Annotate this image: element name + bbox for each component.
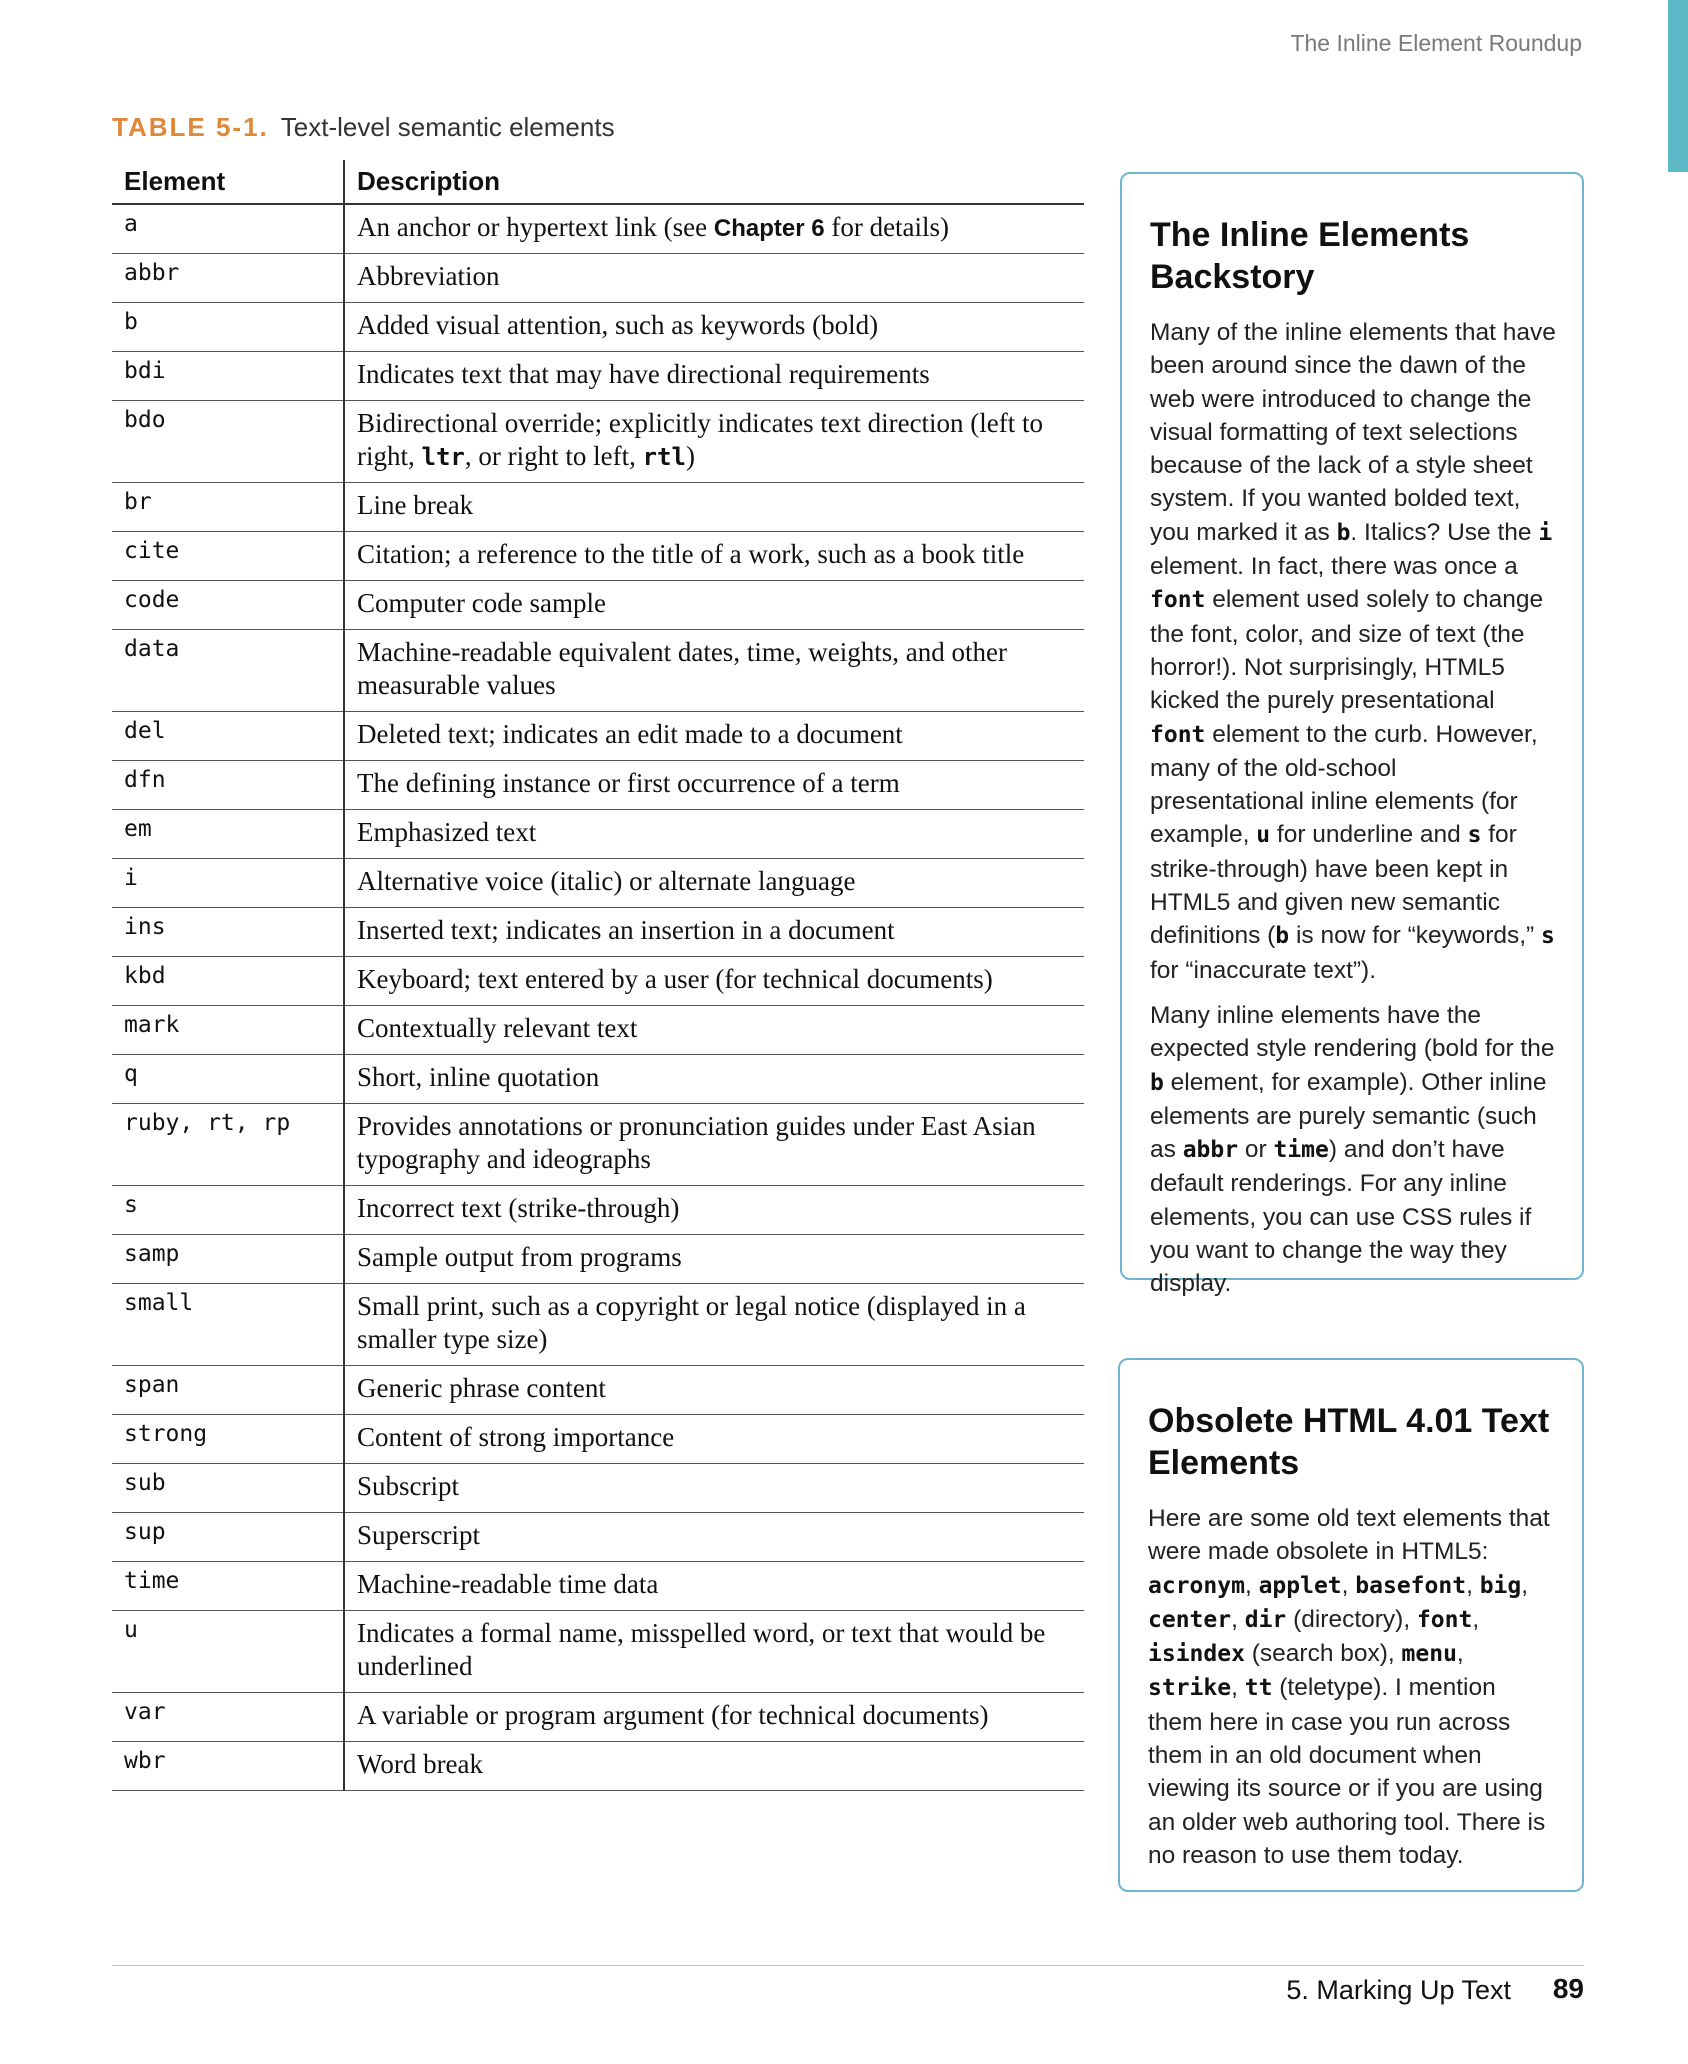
text-run: The defining instance or first occurrence of a term: [357, 768, 900, 798]
element-name-cell: span: [112, 1366, 344, 1415]
sidebar-paragraph: [1150, 999, 1556, 1301]
inline-code: font: [1416, 1606, 1473, 1633]
element-name-cell: ins: [112, 908, 344, 957]
element-description-cell: [344, 1742, 1084, 1791]
element-name-cell: q: [112, 1055, 344, 1104]
element-name-cell: abbr: [112, 254, 344, 303]
table-row: [112, 1611, 1084, 1693]
table-header-row: [112, 160, 1084, 204]
text-run: element to the curb. However, many of the old-school presentational inline elements (for example,: [1150, 720, 1538, 849]
element-name-cell: s: [112, 1186, 344, 1235]
element-description-cell: [344, 1284, 1084, 1366]
element-name-cell: time: [112, 1562, 344, 1611]
inline-code: rtl: [642, 443, 686, 471]
text-run: Contextually relevant text: [357, 1013, 638, 1043]
inline-code: tt: [1244, 1675, 1273, 1702]
element-name-cell: i: [112, 859, 344, 908]
text-run: Keyboard; text entered by a user (for technical documents): [357, 964, 993, 994]
table-number: TABLE 5-1.: [112, 112, 269, 142]
text-run: Abbreviation: [357, 261, 500, 291]
text-run: ,: [1244, 1571, 1259, 1599]
inline-code: menu: [1401, 1641, 1457, 1668]
elements-table: [112, 160, 1084, 1791]
inline-code: ltr: [421, 443, 465, 471]
table-row: [112, 1562, 1084, 1611]
text-run: Sample output from programs: [357, 1242, 682, 1272]
text-run: Machine-readable equivalent dates, time, weights, and other measurable values: [357, 637, 1008, 700]
text-run: Alternative voice (italic) or alternate language: [357, 866, 856, 896]
sidebar-title: The Inline Elements Backstory: [1150, 216, 1470, 296]
element-description-cell: [344, 810, 1084, 859]
table-row: [112, 712, 1084, 761]
text-run: ,: [1466, 1571, 1480, 1599]
table-row: [112, 1742, 1084, 1791]
text-run: Here are some old text elements that were made obsolete in HTML5:: [1148, 1505, 1550, 1566]
text-run: ,: [1231, 1674, 1245, 1702]
column-header-element: Element: [112, 160, 344, 204]
element-name-cell: br: [112, 483, 344, 532]
text-run: Computer code sample: [357, 588, 606, 618]
text-run: Word break: [357, 1749, 484, 1779]
element-description-cell: [344, 761, 1084, 810]
element-description-cell: [344, 712, 1084, 761]
element-description-cell: [344, 1104, 1084, 1186]
table-row: [112, 1104, 1084, 1186]
inline-code: u: [1256, 822, 1271, 849]
element-name-cell: a: [112, 204, 344, 254]
element-description-cell: [344, 859, 1084, 908]
text-run: An anchor or hypertext link (see: [357, 212, 714, 242]
text-run: Incorrect text (strike-through): [357, 1193, 680, 1223]
sidebar-obsolete-elements: [1118, 1358, 1584, 1892]
inline-code: s: [1467, 822, 1482, 849]
element-name-cell: wbr: [112, 1742, 344, 1791]
text-run: element, for example). Other inline elements are purely semantic (such as: [1150, 1068, 1547, 1164]
element-name-cell: del: [112, 712, 344, 761]
element-description-cell: [344, 401, 1084, 483]
text-run: Emphasized text: [357, 817, 537, 847]
sidebar-paragraph: [1148, 1502, 1556, 1872]
footer-chapter-title: 5. Marking Up Text: [1286, 1975, 1511, 2005]
text-run: A variable or program argument (for technical documents): [357, 1700, 989, 1730]
table-row: [112, 352, 1084, 401]
element-description-cell: [344, 532, 1084, 581]
table-row: [112, 1055, 1084, 1104]
text-run: Indicates text that may have directional requirements: [357, 359, 930, 389]
text-run: (directory),: [1286, 1605, 1417, 1633]
text-run: Citation; a reference to the title of a work, such as a book title: [357, 539, 1025, 569]
table-body: [112, 204, 1084, 1791]
element-description-cell: [344, 581, 1084, 630]
table-row: [112, 1006, 1084, 1055]
text-run: Subscript: [357, 1471, 460, 1501]
element-description-cell: [344, 908, 1084, 957]
table-row: [112, 581, 1084, 630]
text-run: Many of the inline elements that have been around since the dawn of the web were introduced to change the visual formatting of text selections because of the lack of a style sheet system. If you wanted bolded text, you marked it as: [1150, 319, 1556, 546]
inline-code: big: [1479, 1572, 1522, 1599]
inline-code: basefont: [1355, 1572, 1467, 1599]
text-run: Many inline elements have the expected style rendering (bold for the: [1150, 1001, 1555, 1063]
sidebar-title: Obsolete HTML 4.01 Text Elements: [1148, 1402, 1550, 1482]
element-description-cell: [344, 1513, 1084, 1562]
element-name-cell: mark: [112, 1006, 344, 1055]
element-description-cell: [344, 1366, 1084, 1415]
text-run: Added visual attention, such as keywords (bold): [357, 310, 879, 340]
table-row: [112, 1464, 1084, 1513]
inline-code: time: [1273, 1137, 1329, 1164]
table-row: [112, 1235, 1084, 1284]
table-row: [112, 859, 1084, 908]
inline-code: font: [1150, 587, 1206, 614]
cross-reference: Chapter 6: [713, 215, 825, 242]
table-row: [112, 1366, 1084, 1415]
text-run: Machine-readable time data: [357, 1569, 659, 1599]
element-name-cell: dfn: [112, 761, 344, 810]
inline-code: applet: [1258, 1572, 1342, 1599]
inline-code: acronym: [1148, 1572, 1245, 1599]
text-run: , or right to left,: [464, 441, 643, 471]
table-row: [112, 1284, 1084, 1366]
element-name-cell: sub: [112, 1464, 344, 1513]
element-description-cell: [344, 957, 1084, 1006]
element-description-cell: [344, 1055, 1084, 1104]
inline-code: dir: [1244, 1606, 1287, 1633]
text-run: (teletype). I mention them here in case you run across them in an old document when viewing its source or if you are using an older web authoring tool. There is no reason to use them today.: [1148, 1674, 1546, 1869]
inline-code: s: [1541, 923, 1555, 950]
element-name-cell: code: [112, 581, 344, 630]
table-row: [112, 1415, 1084, 1464]
text-run: for details): [824, 212, 950, 242]
element-description-cell: [344, 352, 1084, 401]
element-name-cell: b: [112, 303, 344, 352]
table-row: [112, 401, 1084, 483]
inline-code: center: [1148, 1606, 1232, 1633]
text-run: Superscript: [357, 1520, 480, 1550]
element-description-cell: [344, 1464, 1084, 1513]
element-description-cell: [344, 483, 1084, 532]
inline-code: b: [1275, 923, 1290, 950]
text-run: ,: [1521, 1571, 1529, 1599]
table-row: [112, 254, 1084, 303]
sidebar-inline-backstory: [1120, 172, 1584, 1298]
element-name-cell: data: [112, 630, 344, 712]
text-run: Content of strong importance: [357, 1422, 675, 1452]
element-description-cell: [344, 1611, 1084, 1693]
text-run: ): [685, 441, 695, 471]
text-run: Bidirectional override; explicitly indicates text direction (left to right,: [357, 408, 1044, 471]
element-name-cell: sup: [112, 1513, 344, 1562]
inline-code: b: [1336, 519, 1351, 546]
table-row: [112, 483, 1084, 532]
text-run: Line break: [357, 490, 474, 520]
table-caption: [112, 112, 615, 143]
inline-code: font: [1150, 721, 1206, 748]
text-run: Deleted text; indicates an edit made to a document: [357, 719, 903, 749]
table-row: [112, 303, 1084, 352]
table-row: [112, 630, 1084, 712]
table-row: [112, 1693, 1084, 1742]
element-name-cell: var: [112, 1693, 344, 1742]
element-description-cell: [344, 1186, 1084, 1235]
inline-code: b: [1150, 1069, 1164, 1096]
element-description-cell: [344, 630, 1084, 712]
element-description-cell: [344, 303, 1084, 352]
table-row: [112, 761, 1084, 810]
sidebar-body: [1148, 1502, 1556, 1872]
element-name-cell: u: [112, 1611, 344, 1693]
element-name-cell: strong: [112, 1415, 344, 1464]
text-run: ,: [1341, 1571, 1356, 1599]
element-description-cell: [344, 1562, 1084, 1611]
text-run: ,: [1472, 1605, 1480, 1633]
table-title: Text-level semantic elements: [280, 112, 615, 142]
element-description-cell: [344, 204, 1084, 254]
sidebar-body: [1150, 316, 1556, 1301]
inline-code: abbr: [1182, 1137, 1239, 1164]
element-name-cell: bdo: [112, 401, 344, 483]
element-name-cell: ruby, rt, rp: [112, 1104, 344, 1186]
text-run: ) and don’t have default renderings. For any inline elements, you can use CSS rules if you want to change the way they display.: [1150, 1136, 1532, 1298]
text-run: Indicates a formal name, misspelled word, or text that would be underlined: [357, 1618, 1046, 1681]
element-name-cell: samp: [112, 1235, 344, 1284]
element-name-cell: em: [112, 810, 344, 859]
text-run: Small print, such as a copyright or legal notice (displayed in a smaller type size): [357, 1291, 1026, 1354]
element-description-cell: [344, 254, 1084, 303]
text-run: element used solely to change the font, color, and size of text (the horror!). Not surprisingly, HTML5 kicked the purely presentational: [1150, 586, 1544, 715]
element-name-cell: cite: [112, 532, 344, 581]
text-run: Short, inline quotation: [357, 1062, 600, 1092]
text-run: Generic phrase content: [357, 1373, 606, 1403]
inline-code: strike: [1148, 1675, 1232, 1702]
inline-code: i: [1538, 519, 1553, 546]
element-name-cell: kbd: [112, 957, 344, 1006]
page-number: 89: [1552, 1973, 1584, 2004]
sidebar-paragraph: [1150, 316, 1556, 987]
text-run: (search box),: [1244, 1640, 1402, 1668]
table-row: [112, 204, 1084, 254]
text-run: for strike-through) have been kept in HTML5 and given new semantic definitions (: [1150, 821, 1517, 950]
footer-rule: [112, 1965, 1584, 1966]
element-name-cell: small: [112, 1284, 344, 1366]
element-description-cell: [344, 1006, 1084, 1055]
table-row: [112, 957, 1084, 1006]
table-row: [112, 1513, 1084, 1562]
running-head: The Inline Element Roundup: [1290, 30, 1582, 56]
text-run: ,: [1456, 1640, 1464, 1668]
text-run: for underline and: [1270, 821, 1468, 849]
element-description-cell: [344, 1415, 1084, 1464]
element-description-cell: [344, 1235, 1084, 1284]
inline-code: isindex: [1148, 1641, 1245, 1668]
table-row: [112, 532, 1084, 581]
edge-tab-marker: [1668, 0, 1688, 172]
text-run: Provides annotations or pronunciation guides under East Asian typography and ideographs: [357, 1111, 1036, 1174]
table-row: [112, 908, 1084, 957]
text-run: ,: [1231, 1605, 1245, 1633]
text-run: element. In fact, there was once a: [1150, 553, 1518, 581]
column-header-description: Description: [344, 160, 1084, 204]
text-run: . Italics? Use the: [1350, 518, 1539, 546]
text-run: is now for “keywords,”: [1289, 922, 1542, 950]
table-row: [112, 810, 1084, 859]
text-run: for “inaccurate text”).: [1150, 956, 1377, 984]
table-row: [112, 1186, 1084, 1235]
element-name-cell: bdi: [112, 352, 344, 401]
text-run: Inserted text; indicates an insertion in a document: [357, 915, 895, 945]
text-run: or: [1238, 1136, 1274, 1164]
element-description-cell: [344, 1693, 1084, 1742]
